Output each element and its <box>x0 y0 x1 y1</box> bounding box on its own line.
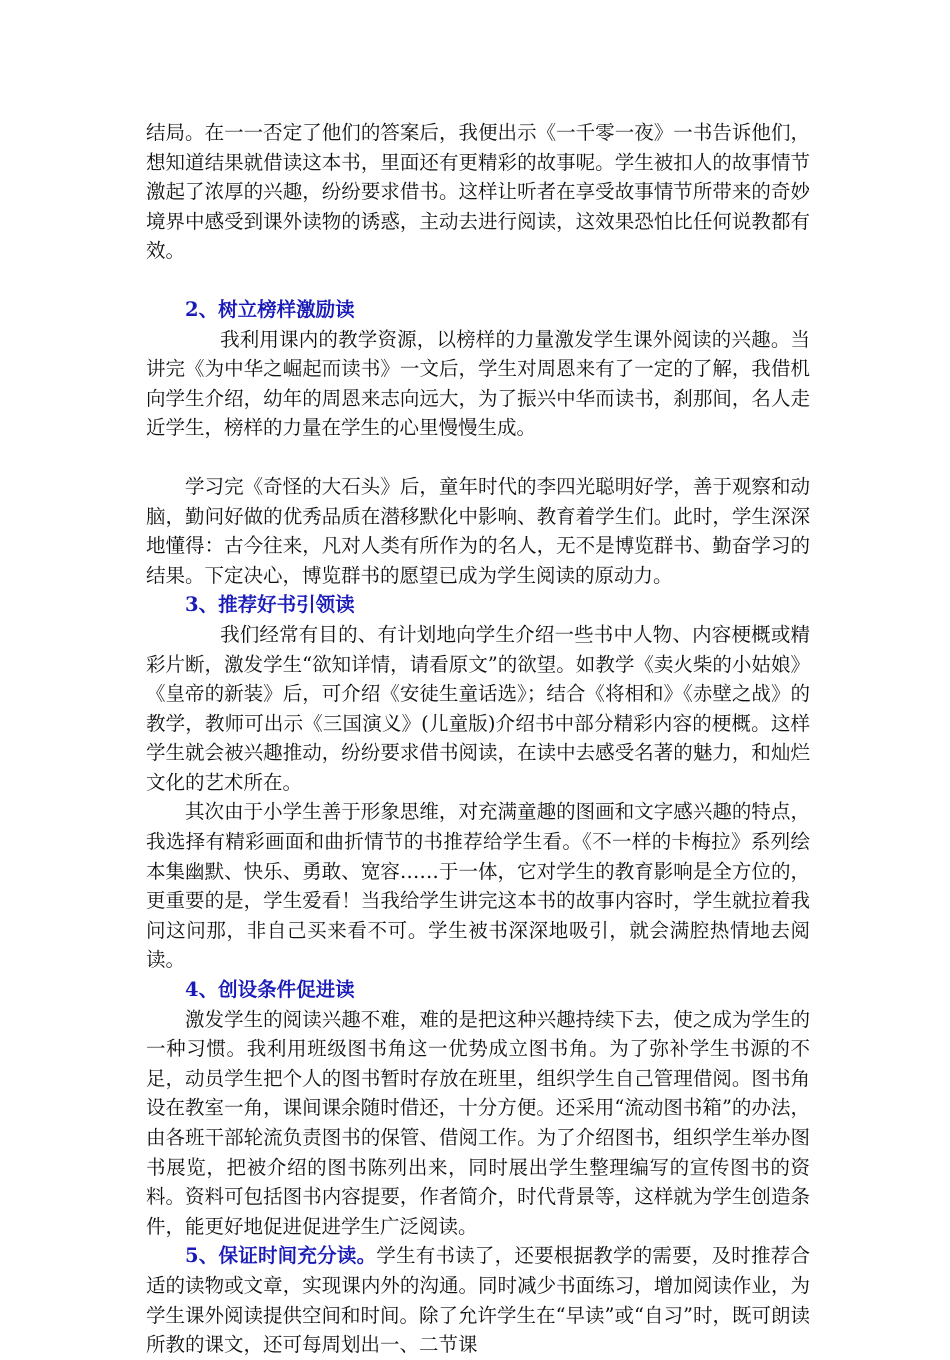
section-heading-4: 4、创设条件促进读 <box>185 978 355 1002</box>
paragraph-2b: 学习完《奇怪的大石头》后，童年时代的李四光聪明好学，善于观察和动脑，勤问好做的优秀品质在潜移默化中影响、教育着学生们。此时，学生深深地懂得：古今往来，凡对人类有所作为的名人，无不是博览群书、勤奋学习的结果。下定决心，博览群书的愿望已成为学生阅读的原动力。 <box>146 474 810 587</box>
paragraph-intro: 结局。在一一否定了他们的答案后，我便出示《一千零一夜》一书告诉他们，想知道结果就借读这本书，里面还有更精彩的故事呢。学生被扣人的故事情节激起了浓厚的兴趣，纷纷要求借书。这样让听者在享受故事情节所带来的奇妙境界中感受到课外读物的诱惑，主动去进行阅读，这效果恐怕比任何说教都有效。 <box>146 121 810 263</box>
paragraph-4: 激发学生的阅读兴趣不难，难的是把这种兴趣持续下去，使之成为学生的一种习惯。我利用班级图书角这一优势成立图书角。为了弥补学生书源的不足，动员学生把个人的图书暂时存放在班里，组织学生自己管理借阅。图书角设在教室一角，课间课余随时借还，十分方便。还采用“流动图书箱”的办法，由各班干部轮流负责图书的保管、借阅工作。为了介绍图书，组织学生举办图书展览，把被介绍的图书陈列出来，同时展出学生整理编写的宣传图书的资料。资料可包括图书内容提要，作者简介，时代背景等，这样就为学生创造条件，能更好地促进促进学生广泛阅读。 <box>146 1007 810 1238</box>
spacer <box>146 266 810 295</box>
section-heading-5: 5、保证时间充分读。 <box>185 1244 377 1268</box>
section-heading-2: 2、树立榜样激励读 <box>185 297 355 321</box>
paragraph-5-text: 学生有书读了，还要根据教学的需要，及时推荐合适的读物或文章，实现课内外的沟通。同时减少书面练习，增加阅读作业，为学生课外阅读提供空间和时间。除了允许学生在“早读”或“自习”时，既可朗读所教的课文，还可每周划出一、二节课 <box>146 1244 810 1357</box>
document-body <box>146 118 810 1360</box>
paragraph-3b: 其次由于小学生善于形象思维，对充满童趣的图画和文字感兴趣的特点，我选择有精彩画面和曲折情节的书推荐给学生看。《不一样的卡梅拉》系列绘本集幽默、快乐、勇敢、宽容……于一体，它对学生的教育影响是全方位的，更重要的是，学生爱看！当我给学生讲完这本书的故事内容时，学生就拉着我问这问那，非自己买来看不可。学生被书深深地吸引，就会满腔热情地去阅读。 <box>146 800 810 972</box>
paragraph-3a: 我们经常有目的、有计划地向学生介绍一些书中人物、内容梗概或精彩片断，激发学生“欲知详情，请看原文”的欲望。如教学《卖火柴的小姑娘》《皇帝的新装》后，可介绍《安徒生童话选》；结合《将相和》《赤壁之战》的教学，教师可出示《三国演义》(儿童版)介绍书中部分精彩内容的梗概。这样学生就会被兴趣推动，纷纷要求借书阅读，在读中去感受名著的魅力，和灿烂文化的艺术所在。 <box>146 622 810 794</box>
spacer <box>146 443 810 472</box>
paragraph-5 <box>146 1241 810 1359</box>
paragraph-2a: 我利用课内的教学资源，以榜样的力量激发学生课外阅读的兴趣。当讲完《为中华之崛起而读书》一文后，学生对周恩来有了一定的了解，我借机向学生介绍，幼年的周恩来志向远大，为了振兴中华而读书，刹那间，名人走近学生，榜样的力量在学生的心里慢慢生成。 <box>146 327 810 440</box>
section-heading-3: 3、推荐好书引领读 <box>185 593 355 617</box>
